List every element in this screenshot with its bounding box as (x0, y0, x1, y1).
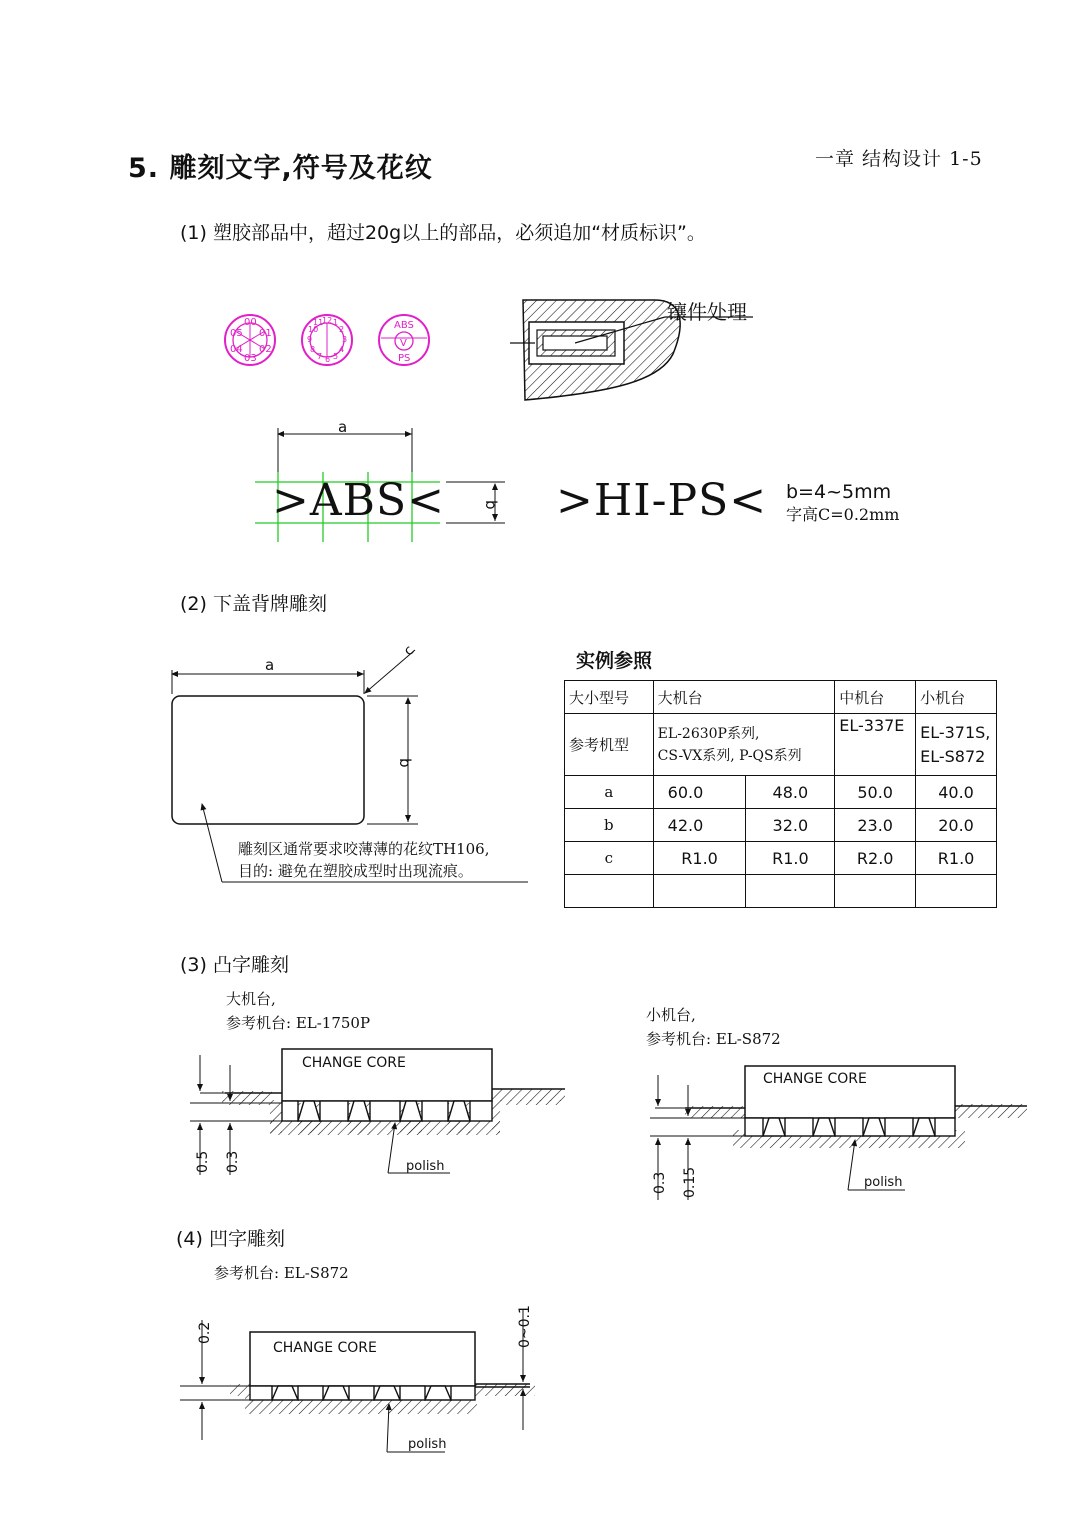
table-row (565, 776, 997, 809)
svg-text:ABS: ABS (394, 320, 414, 331)
td-empty (565, 875, 654, 908)
chapter-label: 一章 结构设计 1-5 (815, 148, 983, 170)
model-small-2: EL-S872 (920, 746, 986, 766)
td-value: 50.0 (835, 776, 916, 809)
th-small: 小机台 (916, 681, 997, 714)
material-symbols (215, 308, 440, 374)
td-value: 23.0 (835, 809, 916, 842)
recessed-dim-right: 0~0.1 (517, 1305, 533, 1348)
td-value: 32.0 (746, 809, 835, 842)
large-machine-line1: 大机台, (226, 990, 276, 1008)
td-empty (916, 875, 997, 908)
section-title: 5. 雕刻文字,符号及花纹 (128, 153, 433, 184)
table-row (565, 875, 997, 908)
td-model-label: 参考机型 (565, 714, 654, 776)
dim-b-label: b (482, 500, 500, 510)
td-key: b (565, 809, 654, 842)
raised-large-core-label: CHANGE CORE (302, 1055, 406, 1071)
svg-text:8: 8 (310, 345, 316, 354)
dim-a-label: a (338, 420, 348, 436)
model-large-1: EL-2630P系列, (657, 725, 760, 742)
svg-text:4: 4 (339, 345, 345, 354)
raised-engraving-large (170, 1045, 570, 1185)
td-model-large (653, 714, 835, 776)
model-small-1: EL-371S, (920, 722, 991, 742)
example-hips: >HI-PS< (556, 475, 768, 526)
plate-dim-b: b (396, 758, 414, 768)
sec4-label: (4) 凹字雕刻 (176, 1228, 285, 1250)
raised-large-dim1: 0.5 (195, 1150, 211, 1173)
svg-text:V: V (400, 338, 407, 349)
raised-small-core-label: CHANGE CORE (763, 1071, 867, 1087)
svg-text:2: 2 (339, 325, 345, 334)
example-abs: >ABS< (272, 475, 445, 526)
recessed-dim-left: 0.2 (197, 1321, 213, 1344)
recessed-polish: polish (408, 1437, 447, 1452)
sec1-label: (1) 塑胶部品中，超过20g以上的部品，必须追加“材质标识”。 (180, 222, 706, 244)
table-row (565, 809, 997, 842)
raised-small-polish: polish (864, 1175, 903, 1190)
reference-table (564, 680, 997, 908)
td-value: 48.0 (746, 776, 835, 809)
large-machine-line2: 参考机台: EL-1750P (226, 1014, 371, 1032)
raised-engraving-small (630, 1060, 1030, 1210)
small-machine-line1: 小机台, (646, 1006, 696, 1024)
recessed-core-label: CHANGE CORE (273, 1340, 377, 1356)
plate-note-line1: 雕刻区通常要求咬薄薄的花纹TH106, (238, 840, 490, 858)
th-large: 大机台 (653, 681, 835, 714)
svg-text:11: 11 (313, 318, 324, 327)
raised-large-polish: polish (406, 1159, 445, 1174)
raised-small-dim1: 0.3 (652, 1171, 668, 1194)
svg-text:PS: PS (398, 353, 411, 364)
note-c: 字高C=0.2mm (786, 505, 900, 524)
td-value: 42.0 (653, 809, 746, 842)
td-empty (835, 875, 916, 908)
sec2-label: (2) 下盖背牌雕刻 (180, 593, 327, 615)
sym1-d0: 00 (244, 317, 257, 328)
table-row (565, 681, 997, 714)
note-b: b=4~5mm (786, 481, 892, 503)
td-key: c (565, 842, 654, 875)
svg-text:1: 1 (333, 318, 339, 327)
svg-text:12: 12 (322, 316, 333, 325)
svg-text:6: 6 (325, 355, 331, 364)
plate-dim-c: c (400, 642, 418, 660)
sym1-d2: 02 (259, 344, 272, 355)
insert-label: 镶件处理 (667, 300, 747, 324)
small-machine-line2: 参考机台: EL-S872 (646, 1030, 781, 1048)
sec4-ref: 参考机台: EL-S872 (214, 1264, 349, 1282)
td-model-small (916, 714, 997, 776)
sym1-d5: 05 (230, 328, 243, 339)
td-empty (746, 875, 835, 908)
table-title: 实例参照 (576, 650, 653, 672)
raised-small-dim2: 0.15 (682, 1166, 698, 1198)
td-value: R1.0 (653, 842, 746, 875)
raised-large-dim2: 0.3 (225, 1150, 241, 1173)
plate-dim-a: a (265, 656, 275, 674)
sym1-d1: 01 (259, 328, 272, 339)
sec3-label: (3) 凸字雕刻 (180, 954, 289, 976)
td-value: R2.0 (835, 842, 916, 875)
td-model-mid: EL-337E (835, 714, 916, 776)
td-value: R1.0 (916, 842, 997, 875)
recessed-engraving (175, 1300, 545, 1460)
table-row (565, 714, 997, 776)
svg-text:10: 10 (308, 325, 319, 334)
plate-note-line2: 目的: 避免在塑胶成型时出现流痕。 (238, 862, 473, 880)
sym1-d3: 03 (244, 353, 257, 364)
sym1-d4: 04 (230, 344, 243, 355)
table-row (565, 842, 997, 875)
td-value: 20.0 (916, 809, 997, 842)
svg-text:7: 7 (317, 352, 323, 361)
th-size: 大小型号 (565, 681, 654, 714)
model-large-2: CS-VX系列, P-QS系列 (657, 747, 802, 764)
td-value: R1.0 (746, 842, 835, 875)
td-key: a (565, 776, 654, 809)
td-value: 40.0 (916, 776, 997, 809)
td-empty (653, 875, 746, 908)
td-value: 60.0 (653, 776, 746, 809)
svg-text:9: 9 (307, 335, 313, 344)
th-mid: 中机台 (835, 681, 916, 714)
svg-text:3: 3 (342, 335, 348, 344)
svg-text:5: 5 (333, 352, 339, 361)
